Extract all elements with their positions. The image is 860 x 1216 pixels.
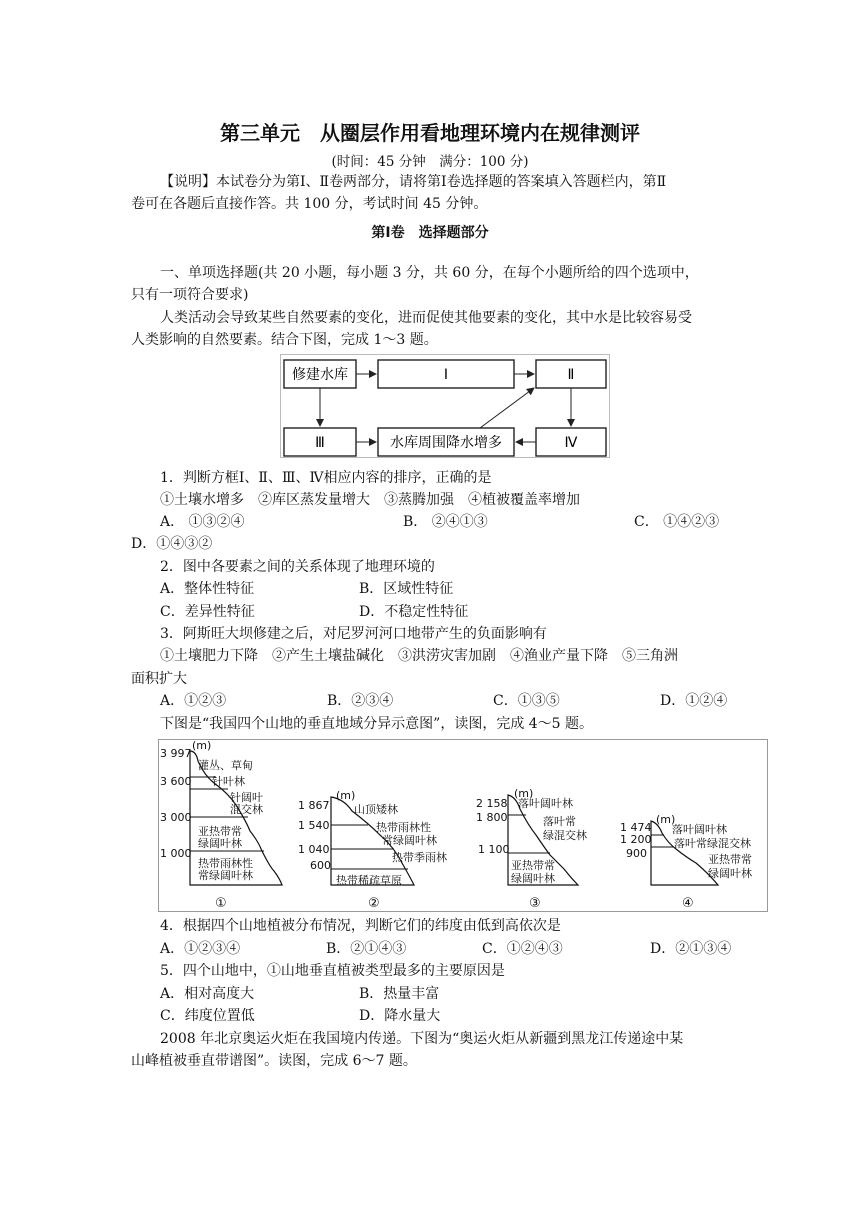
mountain-3-label: ③ <box>529 896 541 911</box>
q4-option-b: B．②①④③ <box>326 941 407 957</box>
mountain-1-unit: (m) <box>192 739 212 752</box>
flow-box-1-label: Ⅰ <box>443 367 449 383</box>
flow-diagram <box>280 354 610 458</box>
q3-option-b: B．②③④ <box>327 693 394 709</box>
q3-option-d: D．①②④ <box>660 693 728 709</box>
flow-box-3-label: Ⅲ <box>315 435 325 451</box>
mountain-2-zone-1: 山顶矮林 <box>354 803 398 816</box>
q4-option-c: C．①②④③ <box>482 941 563 957</box>
mountain-1-tick-4: 1 000 <box>160 847 192 860</box>
mountain-4-tick-3: 900 <box>626 847 647 860</box>
mountain-3-zone-2b: 绿混交林 <box>543 829 587 842</box>
arrow-rain-to-2 <box>480 388 534 428</box>
q3-items: ①土壤肥力下降 ②产生土壤盐碱化 ③洪涝灾害加剧 ④渔业产量下降 ⑤三角洲 <box>160 648 678 664</box>
part1-heading-cont: 只有一项符合要求) <box>131 287 249 303</box>
mountain-4-zone-3b: 绿阔叶林 <box>708 867 752 880</box>
note-line-2: 卷可在各题后直接作答。共 100 分，考试时间 45 分钟。 <box>131 196 488 212</box>
mountain-3-tick-2: 1 800 <box>476 811 508 824</box>
q1-option-a: A． ①③②④ <box>160 514 245 530</box>
q5-stem: 5．四个山地中，①山地垂直植被类型最多的主要原因是 <box>160 963 505 979</box>
intro2: 下图是“我国四个山地的垂直地域分异示意图”，读图，完成 4～5 题。 <box>160 716 594 732</box>
mountain-1-zone-3b: 混交林 <box>230 803 263 816</box>
q1-option-d: D．①④③② <box>131 536 213 552</box>
flow-box-reservoir-label: 修建水库 <box>292 367 348 383</box>
mountain-1-zone-3: 针阔叶 <box>230 791 263 804</box>
page-title: 第三单元 从圈层作用看地理环境内在规律测评 <box>220 121 640 145</box>
mountain-4-zone-3: 亚热带常 <box>708 853 752 866</box>
mountain-1-zone-2: 针叶林 <box>212 775 245 788</box>
mountain-4-unit: (m) <box>656 813 676 826</box>
mountain-3-zone-1: 落叶阔叶林 <box>518 797 573 810</box>
intro3-line-2: 山峰植被垂直带谱图”。读图，完成 6～7 题。 <box>131 1053 417 1069</box>
mountain-3-zone-3b: 绿阔叶林 <box>511 872 555 885</box>
q2-option-a: A．整体性特征 <box>160 581 255 597</box>
intro3-line-1: 2008 年北京奥运火炬在我国境内传递。下图为“奥运火炬从新疆到黑龙江传递途中某 <box>160 1031 684 1047</box>
mountain-1-tick-2: 3 600 <box>160 775 192 788</box>
mountain-3-tick-3: 1 100 <box>478 843 510 856</box>
mountain-4-tick-1: 1 474 <box>620 821 652 834</box>
mountain-3-zone-3: 亚热带常 <box>511 859 555 872</box>
q5-option-b: B．热量丰富 <box>359 986 440 1002</box>
q4-option-a: A．①②③④ <box>160 941 241 957</box>
q1-items: ①土壤水增多 ②库区蒸发量增大 ③蒸腾加强 ④植被覆盖率增加 <box>160 492 580 508</box>
q1-option-b: B． ②④①③ <box>403 514 488 530</box>
mountain-2-tick-4: 600 <box>310 859 331 872</box>
mountain-3-tick-1: 2 158 <box>476 797 508 810</box>
q1-stem: 1．判断方框Ⅰ、Ⅱ、Ⅲ、Ⅳ相应内容的排序，正确的是 <box>160 470 492 486</box>
mountain-1-zone-1: 灌丛、草甸 <box>198 759 253 772</box>
exam-info: (时间：45 分钟 满分：100 分) <box>331 154 529 170</box>
intro1-line-1: 人类活动会导致某些自然要素的变化，进而促使其他要素的变化，其中水是比较容易受 <box>160 310 692 326</box>
q2-option-b: B．区域性特征 <box>359 581 454 597</box>
mountain-1-zone-5: 热带雨林性 <box>198 857 253 870</box>
q3-items-cont: 面积扩大 <box>131 671 187 687</box>
q2-stem: 2．图中各要素之间的关系体现了地理环境的 <box>160 559 435 575</box>
mountain-1-tick-3: 3 000 <box>160 811 192 824</box>
note-line-1: 【说明】本试卷分为第Ⅰ、Ⅱ卷两部分，请将第Ⅰ卷选择题的答案填入答题栏内，第Ⅱ <box>160 174 667 190</box>
q3-stem: 3．阿斯旺大坝修建之后，对尼罗河河口地带产生的负面影响有 <box>160 626 547 642</box>
section-title: 第Ⅰ卷 选择题部分 <box>371 225 489 241</box>
mountain-1-label: ① <box>215 896 227 911</box>
flow-box-rain-label: 水库周围降水增多 <box>390 435 502 451</box>
q5-option-d: D．降水量大 <box>359 1008 441 1024</box>
q3-option-c: C．①③⑤ <box>493 693 560 709</box>
mountain-3-zone-2: 落叶常 <box>543 815 576 828</box>
mountain-1-zone-4b: 绿阔叶林 <box>198 837 242 850</box>
mountain-1-tick-1: 3 997 <box>160 747 192 760</box>
mountain-1-zone-5b: 常绿阔叶林 <box>198 869 253 882</box>
mountain-4-zone-2: 落叶常绿混交林 <box>674 837 751 850</box>
mountain-4-tick-2: 1 200 <box>620 833 652 846</box>
mountain-1-zone-4: 亚热带常 <box>198 825 242 838</box>
mountain-4-zone-1: 落叶阔叶林 <box>672 823 727 836</box>
q2-option-c: C．差异性特征 <box>160 604 255 620</box>
part1-heading: 一、单项选择题(共 20 小题，每小题 3 分，共 60 分，在每个小题所给的四个选项中， <box>160 265 699 281</box>
flow-box-2-label: Ⅱ <box>567 367 575 383</box>
mountain-2-unit: (m) <box>336 789 356 802</box>
q1-option-c: C． ①④②③ <box>634 514 720 530</box>
mountain-3-unit: (m) <box>514 787 534 800</box>
q2-option-d: D．不稳定性特征 <box>359 604 469 620</box>
q5-option-a: A．相对高度大 <box>160 986 255 1002</box>
mountain-2-zone-2b: 常绿阔叶林 <box>382 834 437 847</box>
intro1-line-2: 人类影响的自然要素。结合下图，完成 1～3 题。 <box>131 332 438 348</box>
mountain-zonation-figure <box>158 739 768 913</box>
mountain-2-label: ② <box>368 896 380 911</box>
mountain-2-zone-3: 热带季雨林 <box>392 851 447 864</box>
mountain-2-tick-3: 1 040 <box>298 843 330 856</box>
mountain-4-label: ④ <box>682 896 694 911</box>
q4-option-d: D．②①③④ <box>650 941 732 957</box>
q4-stem: 4．根据四个山地植被分布情况，判断它们的纬度由低到高依次是 <box>160 918 561 934</box>
mountain-2-tick-2: 1 540 <box>298 819 330 832</box>
flow-box-4-label: Ⅳ <box>564 435 578 451</box>
q5-option-c: C．纬度位置低 <box>160 1008 255 1024</box>
q3-option-a: A．①②③ <box>160 693 227 709</box>
mountain-2-zone-2: 热带雨林性 <box>376 821 431 834</box>
mountain-2-zone-4: 热带稀疏草原 <box>336 874 402 887</box>
mountain-2-tick-1: 1 867 <box>298 799 330 812</box>
